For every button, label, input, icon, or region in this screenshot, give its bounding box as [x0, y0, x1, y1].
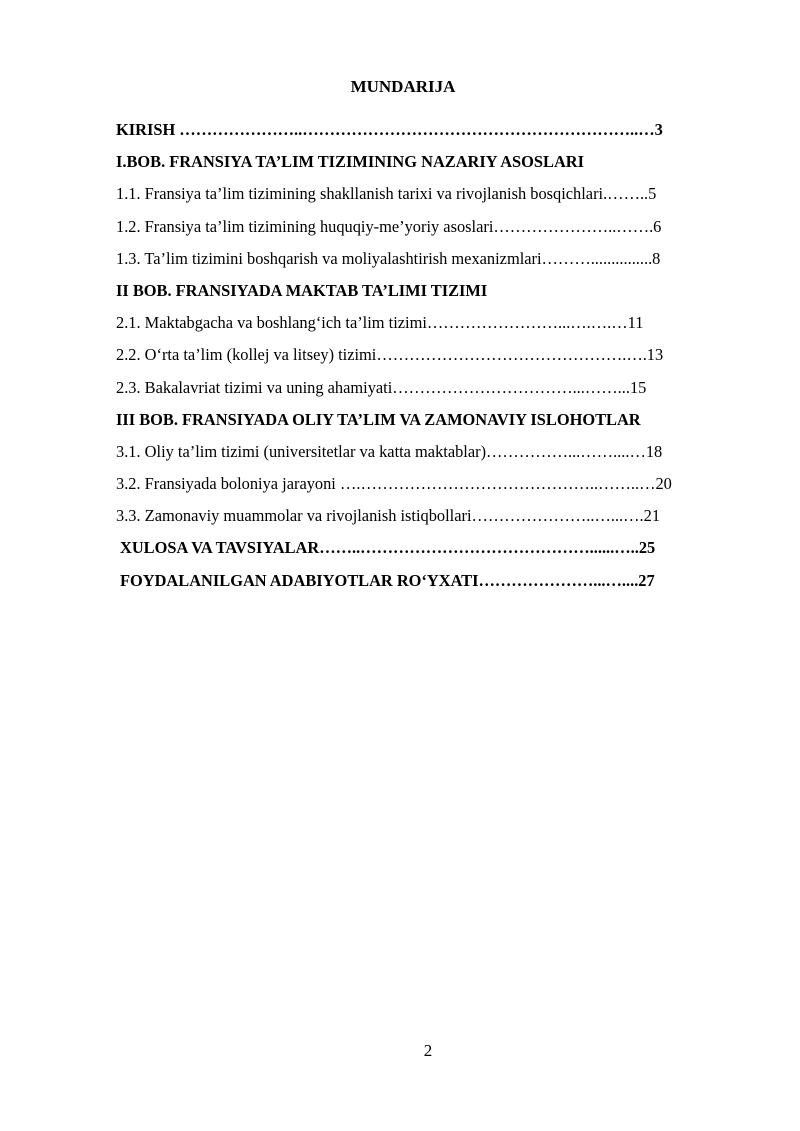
toc-section-1-2: 1.2. Fransiya ta’lim tizimining huquqiy-me’yoriy asoslari…………………..…….6 [116, 216, 662, 236]
toc-entry-adabiyotlar: FOYDALANILGAN ADABIYOTLAR RO‘YXATI…………………...…....27 [120, 570, 655, 590]
toc-chapter-3: III BOB. FRANSIYADA OLIY TA’LIM VA ZAMONAVIY ISLOHOTLAR [116, 409, 641, 429]
toc-section-3-3: 3.3. Zamonaviy muammolar va rivojlanish istiqbollari…………………..…...….21 [116, 506, 661, 526]
page-title: MUNDARIJA [350, 77, 456, 96]
toc-section-1-3: 1.3. Ta’lim tizimini boshqarish va moliyalashtirish mexanizmlari………...............8 [116, 248, 661, 268]
toc-section-3-2: 3.2. Fransiyada boloniya jarayoni ….……………………………………..……..…20 [116, 474, 672, 494]
toc-section-2-2: 2.2. O‘rta ta’lim (kollej va litsey) tizimi……………………………………….….13 [116, 345, 664, 365]
toc-section-1-1: 1.1. Fransiya ta’lim tizimining shakllanish tarixi va rivojlanish bosqichlari.……..5 [116, 184, 657, 204]
toc-section-2-3: 2.3. Bakalavriat tizimi va uning ahamiyati……………………………...……...15 [116, 377, 647, 397]
page-number: 2 [423, 1041, 433, 1060]
table-of-contents [116, 119, 746, 602]
toc-section-3-1: 3.1. Oliy ta’lim tizimi (universitetlar va katta maktablar)……………...……....…18 [116, 441, 663, 461]
toc-chapter-2: II BOB. FRANSIYADA MAKTAB TA’LIMI TIZIMI [116, 280, 488, 300]
toc-section-2-1: 2.1. Maktabgacha va boshlang‘ich ta’lim tizimi……………………...….….…11 [116, 313, 644, 333]
toc-entry-xulosa: XULOSA VA TAVSIYALAR……..……………………………………......…..25 [120, 538, 656, 558]
toc-chapter-1: I.BOB. FRANSIYA TA’LIM TIZIMINING NAZARIY ASOSLARI [116, 152, 584, 172]
toc-entry-kirish: KIRISH …………………..……………………………………………………..…3 [116, 120, 663, 139]
